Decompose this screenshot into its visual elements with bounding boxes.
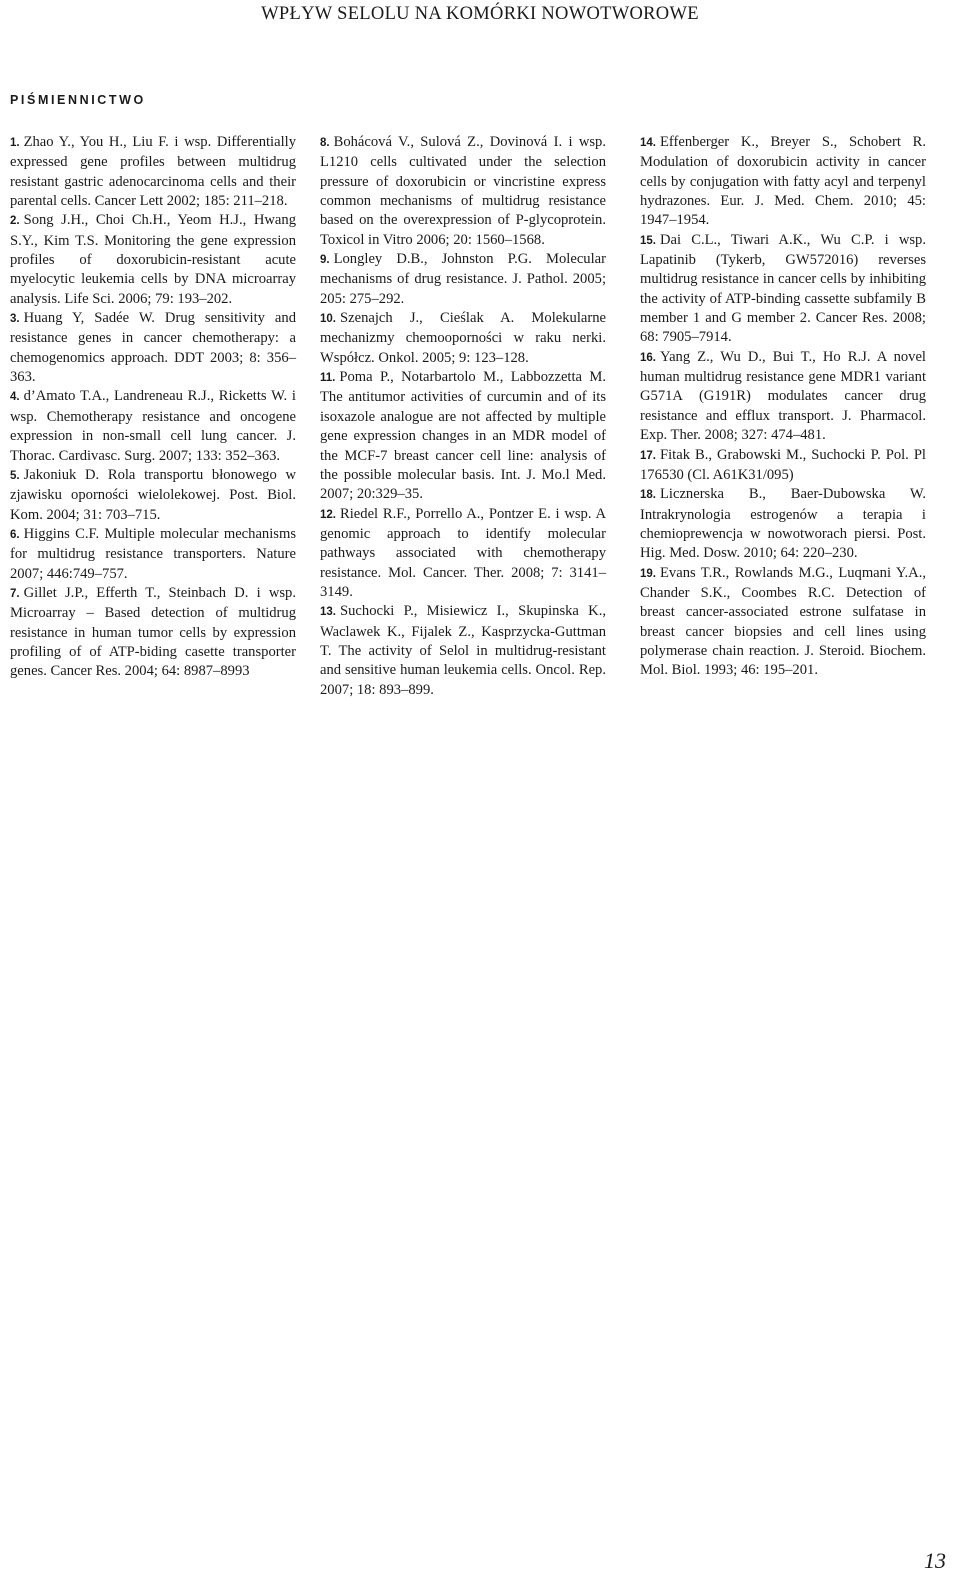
section-title: PIŚMIENNICTWO: [10, 93, 146, 107]
reference-text: Zhao Y., You H., Liu F. i wsp. Differentially expressed gene profiles between multidrug resistant gastric adenocarcinoma cells and their parental cells. Cancer Lett 2002; 185: 211–218.: [10, 134, 296, 210]
reference-text: Effenberger K., Breyer S., Schobert R. Modulation of doxorubicin activity in cancer cells by conjugation with fatty acyl and terpenyl hydrazones. Eur. J. Med. Chem. 2010; 45: 1947–1954.: [640, 134, 926, 229]
reference-item: [640, 231, 926, 348]
reference-text: Higgins C.F. Multiple molecular mechanisms for multidrug resistance transporters. Nature 2007; 446:749–757.: [10, 525, 296, 582]
reference-item: [10, 525, 296, 584]
reference-item: [10, 133, 296, 211]
reference-text: Jakoniuk D. Rola transportu błonowego w zjawisku oporności wielolekowej. Post. Biol. Kom. 2004; 31: 703–715.: [10, 466, 296, 523]
reference-text: Evans T.R., Rowlands M.G., Luqmani Y.A., Chander S.K., Coombes R.C. Detection of breast cancer-associated estrone sulfatase in breast cancer biopsies and cell lines using polymerase chain reaction. J. Steroid. Biochem. Mol. Biol. 1993; 46: 195–201.: [640, 564, 926, 679]
reference-item: [320, 602, 606, 700]
reference-item: [640, 133, 926, 231]
reference-number: 8.: [320, 137, 330, 149]
reference-item: [10, 211, 296, 309]
reference-text: Dai C.L., Tiwari A.K., Wu C.P. i wsp. Lapatinib (Tykerb, GW572016) reverses multidrug resistance in cancer cells by inhibiting the activity of ATP-binding cassette subfamily B member 1 and G member 2. Cancer Res. 2008; 68: 7905–7914.: [640, 231, 926, 346]
column-middle: [320, 133, 606, 700]
reference-item: [320, 309, 606, 368]
reference-number: 17.: [640, 449, 656, 462]
reference-item: [640, 348, 926, 446]
reference-item: [10, 387, 296, 465]
reference-number: 2.: [10, 215, 20, 228]
reference-number: 15.: [640, 234, 656, 247]
reference-text: Gillet J.P., Efferth T., Steinbach D. i wsp. Microarray – Based detection of multidrug resistance in human tumor cells by expression profiling of of ATP-biding casette transporter genes. Cancer Res. 2004; 64: 8987–8993: [10, 584, 296, 680]
reference-item: [640, 564, 926, 681]
reference-number: 19.: [640, 567, 656, 580]
reference-number: 1.: [10, 137, 20, 149]
reference-text: Yang Z., Wu D., Bui T., Ho R.J. A novel human multidrug resistance gene MDR1 variant G571A (G191R) modulates cancer drug resistance and efflux transport. J. Pharmacol. Exp. Ther. 2008; 327: 474–481.: [640, 348, 926, 444]
reference-text: d’Amato T.A., Landreneau R.J., Ricketts W. i wsp. Chemotherapy resistance and oncogene expression in non-small cell lung cancer. J. Thorac. Cardivasc. Surg. 2007; 133: 352–363.: [10, 388, 296, 464]
reference-item: [320, 133, 606, 250]
reference-text: Song J.H., Choi Ch.H., Yeom H.J., Hwang S.Y., Kim T.S. Monitoring the gene expression profiles of doxorubicin-resistant acute myelocytic leukemia cells by DNA microarray analysis. Life Sci. 2006; 79: 193–202.: [10, 212, 296, 307]
reference-number: 7.: [10, 587, 20, 600]
reference-number: 14.: [640, 137, 656, 149]
reference-number: 4.: [10, 391, 20, 404]
reference-number: 6.: [10, 528, 20, 541]
reference-item: [320, 368, 606, 504]
column-left: [10, 133, 296, 682]
running-head: WPŁYW SELOLU NA KOMÓRKI NOWOTWOROWE: [261, 4, 699, 24]
reference-text: Poma P., Notarbartolo M., Labbozzetta M. The antitumor activities of curcumin and of its isoxazole analogue are not affected by multiple gene expression changes in an MDR model of the MCF-7 breast cancer cell line: analysis of the possible molecular basis. Int. J. Mo.l Med. 2007; 20:329–35.: [320, 369, 606, 503]
reference-number: 3.: [10, 313, 20, 326]
reference-item: [10, 309, 296, 387]
reference-number: 9.: [320, 254, 330, 267]
reference-number: 5.: [10, 469, 20, 482]
reference-item: [10, 584, 296, 682]
reference-text: Licznerska B., Baer-Dubowska W. Intrakrynologia estrogenów a terapia i chemioprewencja w nowotworach piersi. Post. Hig. Med. Dosw. 2010; 64: 220–230.: [640, 486, 926, 562]
reference-number: 10.: [320, 313, 336, 326]
reference-text: Fitak B., Grabowski M., Suchocki P. Pol. Pl 176530 (Cl. A61K31/095): [640, 446, 926, 483]
column-right: [640, 133, 926, 681]
reference-text: Suchocki P., Misiewicz I., Skupinska K., Waclawek K., Fijalek Z., Kasprzycka-Guttman T. The activity of Selol in multidrug-resistant and sensitive human leukemia cells. Oncol. Rep. 2007; 18: 893–899.: [320, 603, 606, 698]
reference-number: 11.: [320, 372, 336, 385]
page-number: 13: [924, 1548, 946, 1573]
reference-text: Longley D.B., Johnston P.G. Molecular mechanisms of drug resistance. J. Pathol. 2005; 205: 275–292.: [320, 251, 606, 307]
reference-number: 18.: [640, 489, 656, 502]
reference-text: Riedel R.F., Porrello A., Pontzer E. i wsp. A genomic approach to identify molecular pathways associated with chemotherapy resistance. Mol. Cancer. Ther. 2008; 7: 3141–3149.: [320, 505, 606, 600]
reference-number: 12.: [320, 508, 336, 521]
reference-item: [320, 250, 606, 309]
reference-text: Huang Y, Sadée W. Drug sensitivity and resistance genes in cancer chemotherapy: a chemogenomics approach. DDT 2003; 8: 356–363.: [10, 310, 296, 386]
reference-number: 13.: [320, 606, 336, 619]
reference-number: 16.: [640, 351, 656, 364]
reference-item: [10, 466, 296, 525]
reference-item: [320, 505, 606, 603]
reference-text: Bohácová V., Sulová Z., Dovinová I. i wsp. L1210 cells cultivated under the selection pressure of doxorubicin or vincristine express common mechanisms of multidrug resistance based on the overexpression of P-glycoprotein. Toxicol in Vitro 2006; 20: 1560–1568.: [320, 134, 606, 248]
reference-item: [640, 446, 926, 486]
reference-item: [640, 485, 926, 563]
reference-text: Szenajch J., Cieślak A. Molekularne mechanizmy chemooporności w raku nerki. Współcz. Onkol. 2005; 9: 123–128.: [320, 310, 606, 366]
